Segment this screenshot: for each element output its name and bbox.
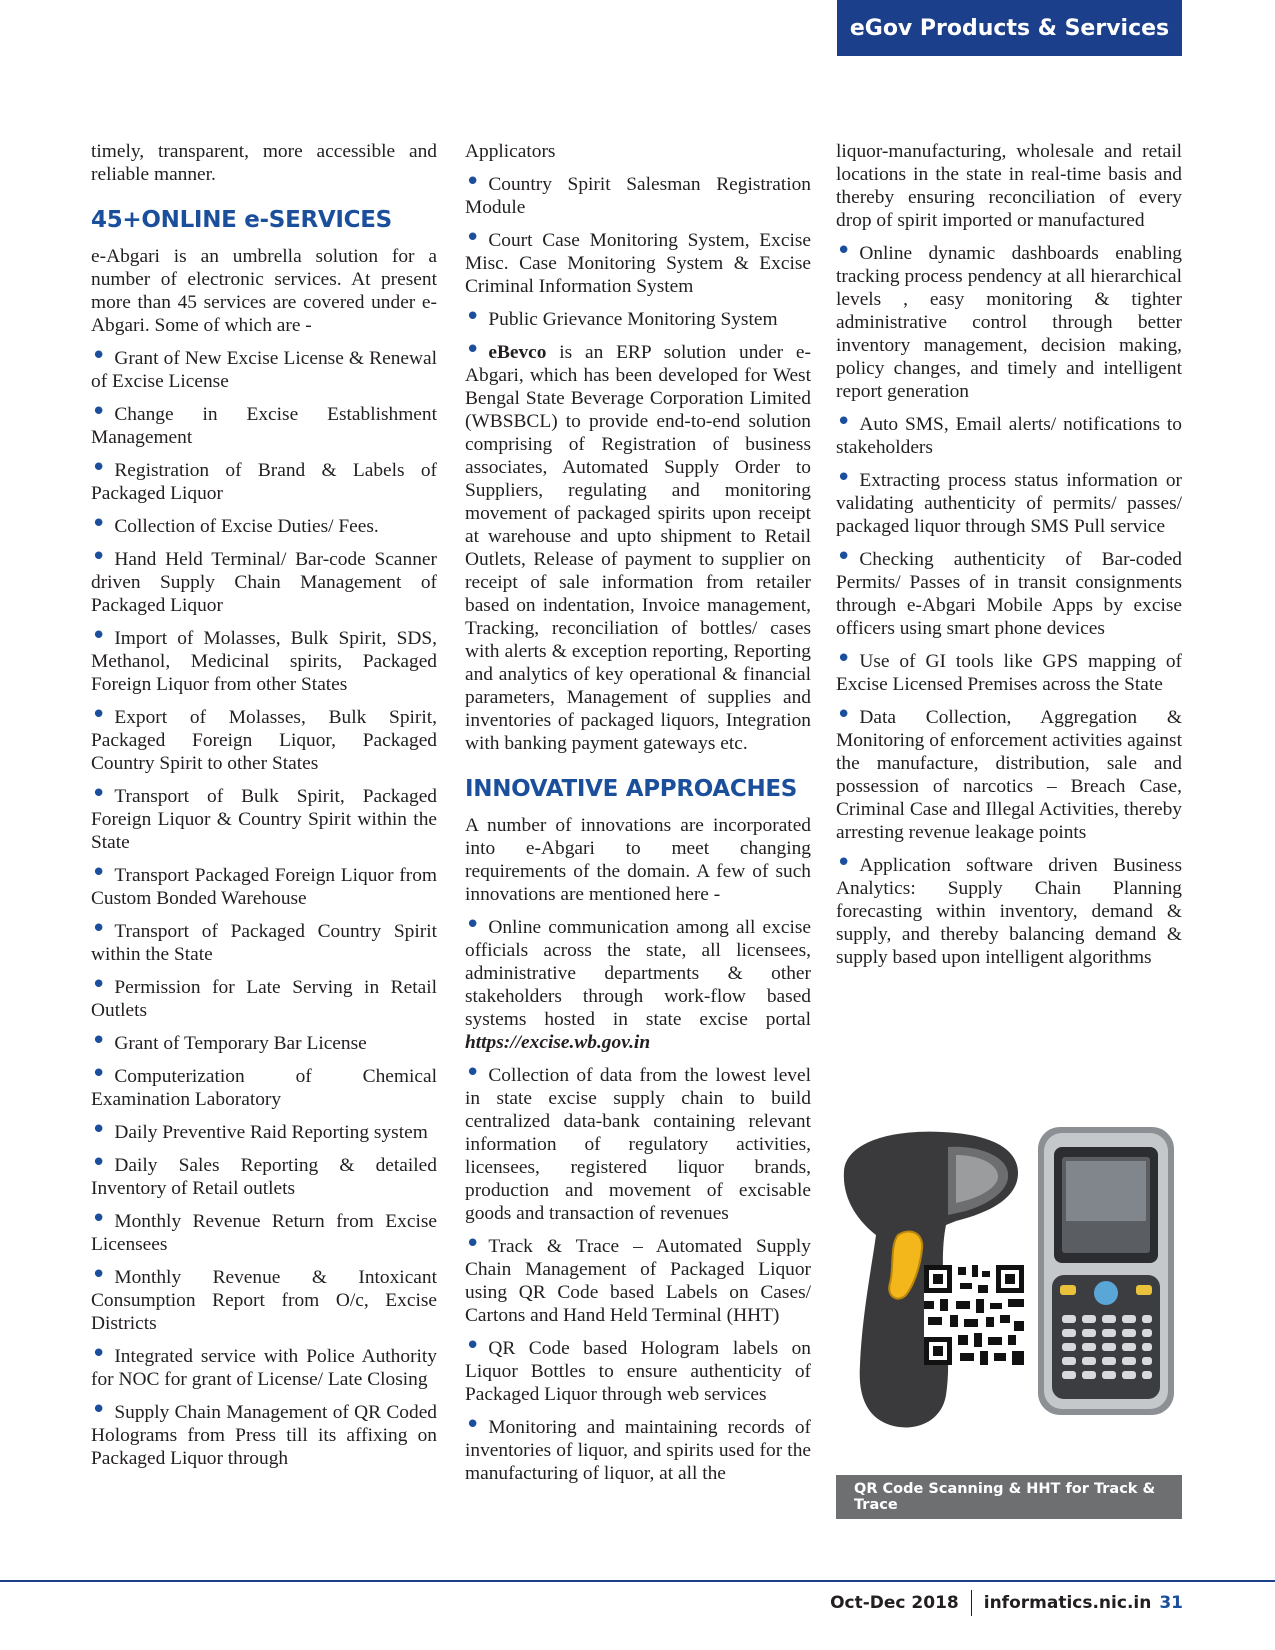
list-item: • Monthly Revenue & Intoxicant Consumption Report from O/c, Excise Districts: [91, 1266, 437, 1335]
list-item-online-communication: [465, 916, 811, 1054]
online-services-intro: e-Abgari is an umbrella solution for a number of electronic services. At present more than 45 services are covered under e-Abgari. Some of which are -: [91, 246, 437, 336]
list-item: • Daily Sales Reporting & detailed Inventory of Retail outlets: [91, 1154, 437, 1200]
list-item: • Hand Held Terminal/ Bar-code Scanner driven Supply Chain Management of Packaged Liquor: [91, 548, 437, 617]
scanner-and-hht-illustration: [836, 1125, 1182, 1445]
figure-caption: QR Code Scanning & HHT for Track & Trace: [836, 1475, 1182, 1519]
qr-scanning-figure: [836, 1125, 1182, 1445]
page-footer: [830, 1590, 1183, 1616]
list-item: • Monitoring and maintaining records of inventories of liquor, and spirits used for the manufacturing of liquor, at all the: [465, 1416, 811, 1485]
list-item: • Import of Molasses, Bulk Spirit, SDS, Methanol, Medicinal spirits, Packaged Foreign Liquor from other States: [91, 627, 437, 696]
list-item: • Checking authenticity of Bar-coded Permits/ Passes of in transit consignments through e-Abgari Mobile Apps by excise officers using smart phone devices: [836, 548, 1182, 640]
site-name[interactable]: informatics.nic.in: [983, 1593, 1152, 1613]
services-list-continued: [465, 173, 811, 755]
list-item: • Grant of Temporary Bar License: [91, 1032, 437, 1055]
list-item: • Data Collection, Aggregation & Monitoring of enforcement activities against the manufacture, distribution, sale and possession of narcotics – Breach Case, Criminal Case and Illegal Activities, thereby arresting revenue leakage points: [836, 706, 1182, 844]
list-item: • Transport Packaged Foreign Liquor from Custom Bonded Warehouse: [91, 864, 437, 910]
handheld-terminal-icon: [1038, 1127, 1174, 1415]
list-item: • Transport of Bulk Spirit, Packaged Foreign Liquor & Country Spirit within the State: [91, 785, 437, 854]
list-item: • Use of GI tools like GPS mapping of Excise Licensed Premises across the State: [836, 650, 1182, 696]
list-item: • Integrated service with Police Authority for NOC for grant of License/ Late Closing: [91, 1345, 437, 1391]
services-list: [91, 347, 437, 1470]
list-item: • Collection of data from the lowest level in state excise supply chain to build centralized data-bank containing relevant information of regulatory activities, licensees, registered liquor brands, production and movement of excisable goods and transaction of revenues: [465, 1064, 811, 1225]
qr-code-icon: [924, 1265, 1024, 1365]
intro-continuation: timely, transparent, more accessible and reliable manner.: [91, 141, 437, 185]
column-3: [836, 140, 1182, 979]
list-item: • Transport of Packaged Country Spirit within the State: [91, 920, 437, 966]
list-item: • Supply Chain Management of QR Coded Holograms from Press till its affixing on Packaged Liquor through: [91, 1401, 437, 1470]
column-2: [465, 140, 811, 1495]
innovations-list: [465, 916, 811, 1485]
list-item: • Registration of Brand & Labels of Packaged Liquor: [91, 459, 437, 505]
list-item: • Application software driven Business Analytics: Supply Chain Planning forecasting within inventory, demand & supply, and thereby balancing demand & supply based upon intelligent algorithms: [836, 854, 1182, 969]
list-item: • Collection of Excise Duties/ Fees.: [91, 515, 437, 538]
list-item: • Permission for Late Serving in Retail Outlets: [91, 976, 437, 1022]
list-item: • Court Case Monitoring System, Excise Misc. Case Monitoring System & Excise Criminal Information System: [465, 229, 811, 298]
list-item: • Auto SMS, Email alerts/ notifications to stakeholders: [836, 413, 1182, 459]
ebevco-term: eBevco: [488, 342, 547, 363]
continuation-text: Applicators: [465, 141, 556, 162]
issue-date: Oct-Dec 2018: [830, 1593, 959, 1613]
footer-divider: [0, 1580, 1275, 1582]
ebevco-description: is an ERP solution under e-Abgari, which has been developed for West Bengal State Beverage Corporation Limited (WBSBCL) to provide end-to-end solution comprising of Registration of business associates, Automated Supply Order to Suppliers, regulating and monitoring movement of packaged spirits upon receipt at warehouse and upto shipment to Retail Outlets, Release of payment to supplier on receipt of sale information from retailer based on indentation, Invoice management, Tracking, reconciliation of bottles/ cases with alerts & exception reporting, Reporting and analytics of key operational & financial parameters, Management of supplies and inventories of packaged liquors, Integration with banking payment gateways etc.: [465, 342, 811, 754]
list-item-ebevco: [465, 341, 811, 755]
list-item: • Export of Molasses, Bulk Spirit, Packaged Foreign Liquor, Packaged Country Spirit to other States: [91, 706, 437, 775]
continuation-text: liquor-manufacturing, wholesale and retail locations in the state in real-time basis and thereby ensuring reconciliation of every drop of spirit imported or manufactured: [836, 141, 1182, 231]
list-item: • Extracting process status information or validating authenticity of permits/ passes/ packaged liquor through SMS Pull service: [836, 469, 1182, 538]
list-item: • Track & Trace – Automated Supply Chain Management of Packaged Liquor using QR Code based Labels on Cases/ Cartons and Hand Held Terminal (HHT): [465, 1235, 811, 1327]
list-item: • QR Code based Hologram labels on Liquor Bottles to ensure authenticity of Packaged Liquor through web services: [465, 1337, 811, 1406]
list-item: • Grant of New Excise License & Renewal of Excise License: [91, 347, 437, 393]
list-item: • Public Grievance Monitoring System: [465, 308, 811, 331]
list-item: • Change in Excise Establishment Management: [91, 403, 437, 449]
section-header-tag: eGov Products & Services: [837, 0, 1182, 56]
online-services-heading: 45+ONLINE e-SERVICES: [91, 207, 392, 233]
list-item: • Online dynamic dashboards enabling tracking process pendency at all hierarchical levels , easy monitoring & tighter administrative control through better inventory management, decision making, policy changes, and timely and intelligent report generation: [836, 242, 1182, 403]
page-number: 31: [1159, 1593, 1183, 1613]
column-1: [91, 140, 437, 1480]
list-item: • Monthly Revenue Return from Excise Licensees: [91, 1210, 437, 1256]
innovative-approaches-intro: A number of innovations are incorporated into e-Abgari to meet changing requirements of the domain. A few of such innovations are mentioned here -: [465, 815, 811, 905]
list-item: • Country Spirit Salesman Registration Module: [465, 173, 811, 219]
list-item: • Daily Preventive Raid Reporting system: [91, 1121, 437, 1144]
online-communication-text: Online communication among all excise officials across the state, all licensees, administrative departments & other stakeholders through work-flow based systems hosted in state excise portal: [465, 917, 811, 1030]
list-item: • Computerization of Chemical Examination Laboratory: [91, 1065, 437, 1111]
footer-separator: [971, 1590, 972, 1616]
excise-portal-link[interactable]: https://excise.wb.gov.in: [465, 1032, 651, 1053]
innovative-approaches-heading: INNOVATIVE APPROACHES: [465, 776, 798, 802]
innovations-list-continued: [836, 242, 1182, 969]
